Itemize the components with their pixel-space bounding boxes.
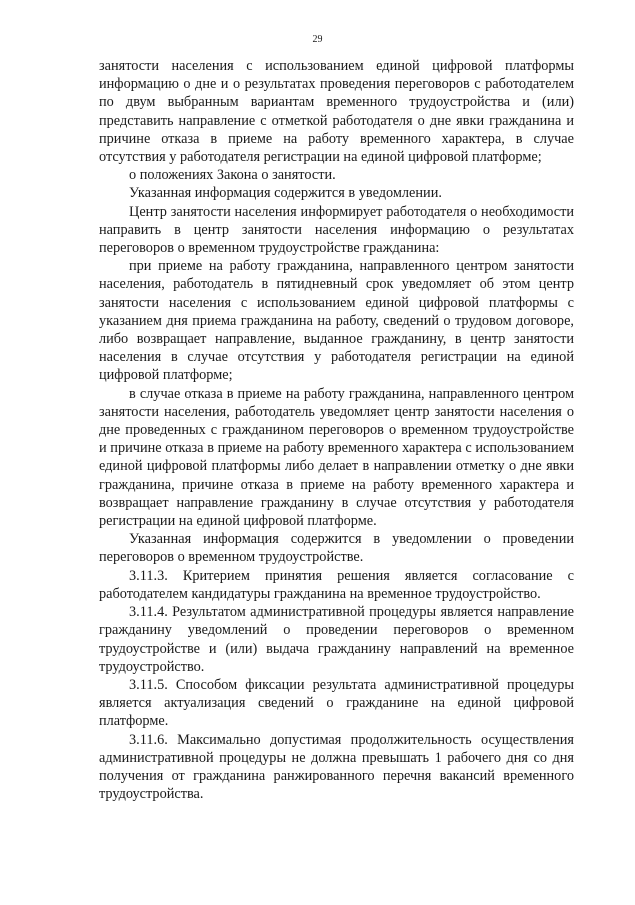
paragraph-center-informs: Центр занятости населения информирует работодателя о необходимости направить в центр занятости населения информацию о результатах переговоров о временном трудоустройстве гражданина: [99,203,574,257]
paragraph-employment-law: о положениях Закона о занятости. [129,167,336,184]
paragraph-negotiation-notice: Указанная информация содержится в уведомлении о проведении переговоров о временном трудоустройстве. [99,531,574,566]
paragraph-continuation: занятости населения с использованием единой цифровой платформы информацию о дне и о результатах проведения переговоров с работодателем по двум выбранным вариантам временного трудоустройства и (или) представить направление с отметкой работодателя о дне явки гражданина и причине отказа в приеме на работу временного характера, в случае отсутствия у работодателя регистрации на единой цифровой платформе; [99,58,574,166]
section-3-11-3: 3.11.3. Критерием принятия решения является согласование с работодателем кандидатуры гражданина на временное трудоустройство. [99,567,574,602]
paragraph-hiring-case: при приеме на работу гражданина, направленного центром занятости населения, работодатель в пятидневный срок уведомляет об этом центр занятости населения с использованием единой цифровой платформы с указанием дня приема гражданина на работу, сведений о трудовом договоре, либо возвращает направление, выданное гражданину, в центр занятости населения в случае отсутствия у работодателя регистрации на единой цифровой платформе; [99,258,574,384]
paragraph-notice-info: Указанная информация содержится в уведомлении. [129,185,442,202]
page-number: 29 [312,34,323,45]
section-3-11-6: 3.11.6. Максимально допустимая продолжительность осуществления административной процедуры не должна превышать 1 рабочего дня со дня получения от гражданина ранжированного перечня вакансий временного трудоустройства. [99,731,574,803]
section-3-11-5: 3.11.5. Способом фиксации результата административной процедуры является актуализация сведений о гражданине на единой цифровой платформе. [99,676,574,730]
document-body [99,57,574,803]
section-3-11-4: 3.11.4. Результатом административной процедуры является направление гражданину уведомлений о проведении переговоров о временном трудоустройстве и (или) выдача гражданину направлений на временное трудоустройство. [99,604,574,675]
paragraph-refusal-case: в случае отказа в приеме на работу гражданина, направленного центром занятости населения, работодатель уведомляет центр занятости населения о дне проведенных с гражданином переговоров о временном трудоустройстве и причине отказа в приеме на работу временного характера с использованием единой цифровой платформы либо делает в направлении отметку о дне явки гражданина, причине отказа в приеме на работу временного характера и возвращает направление гражданину в случае отсутствия у работодателя регистрации на единой цифровой платформе. [99,385,574,530]
